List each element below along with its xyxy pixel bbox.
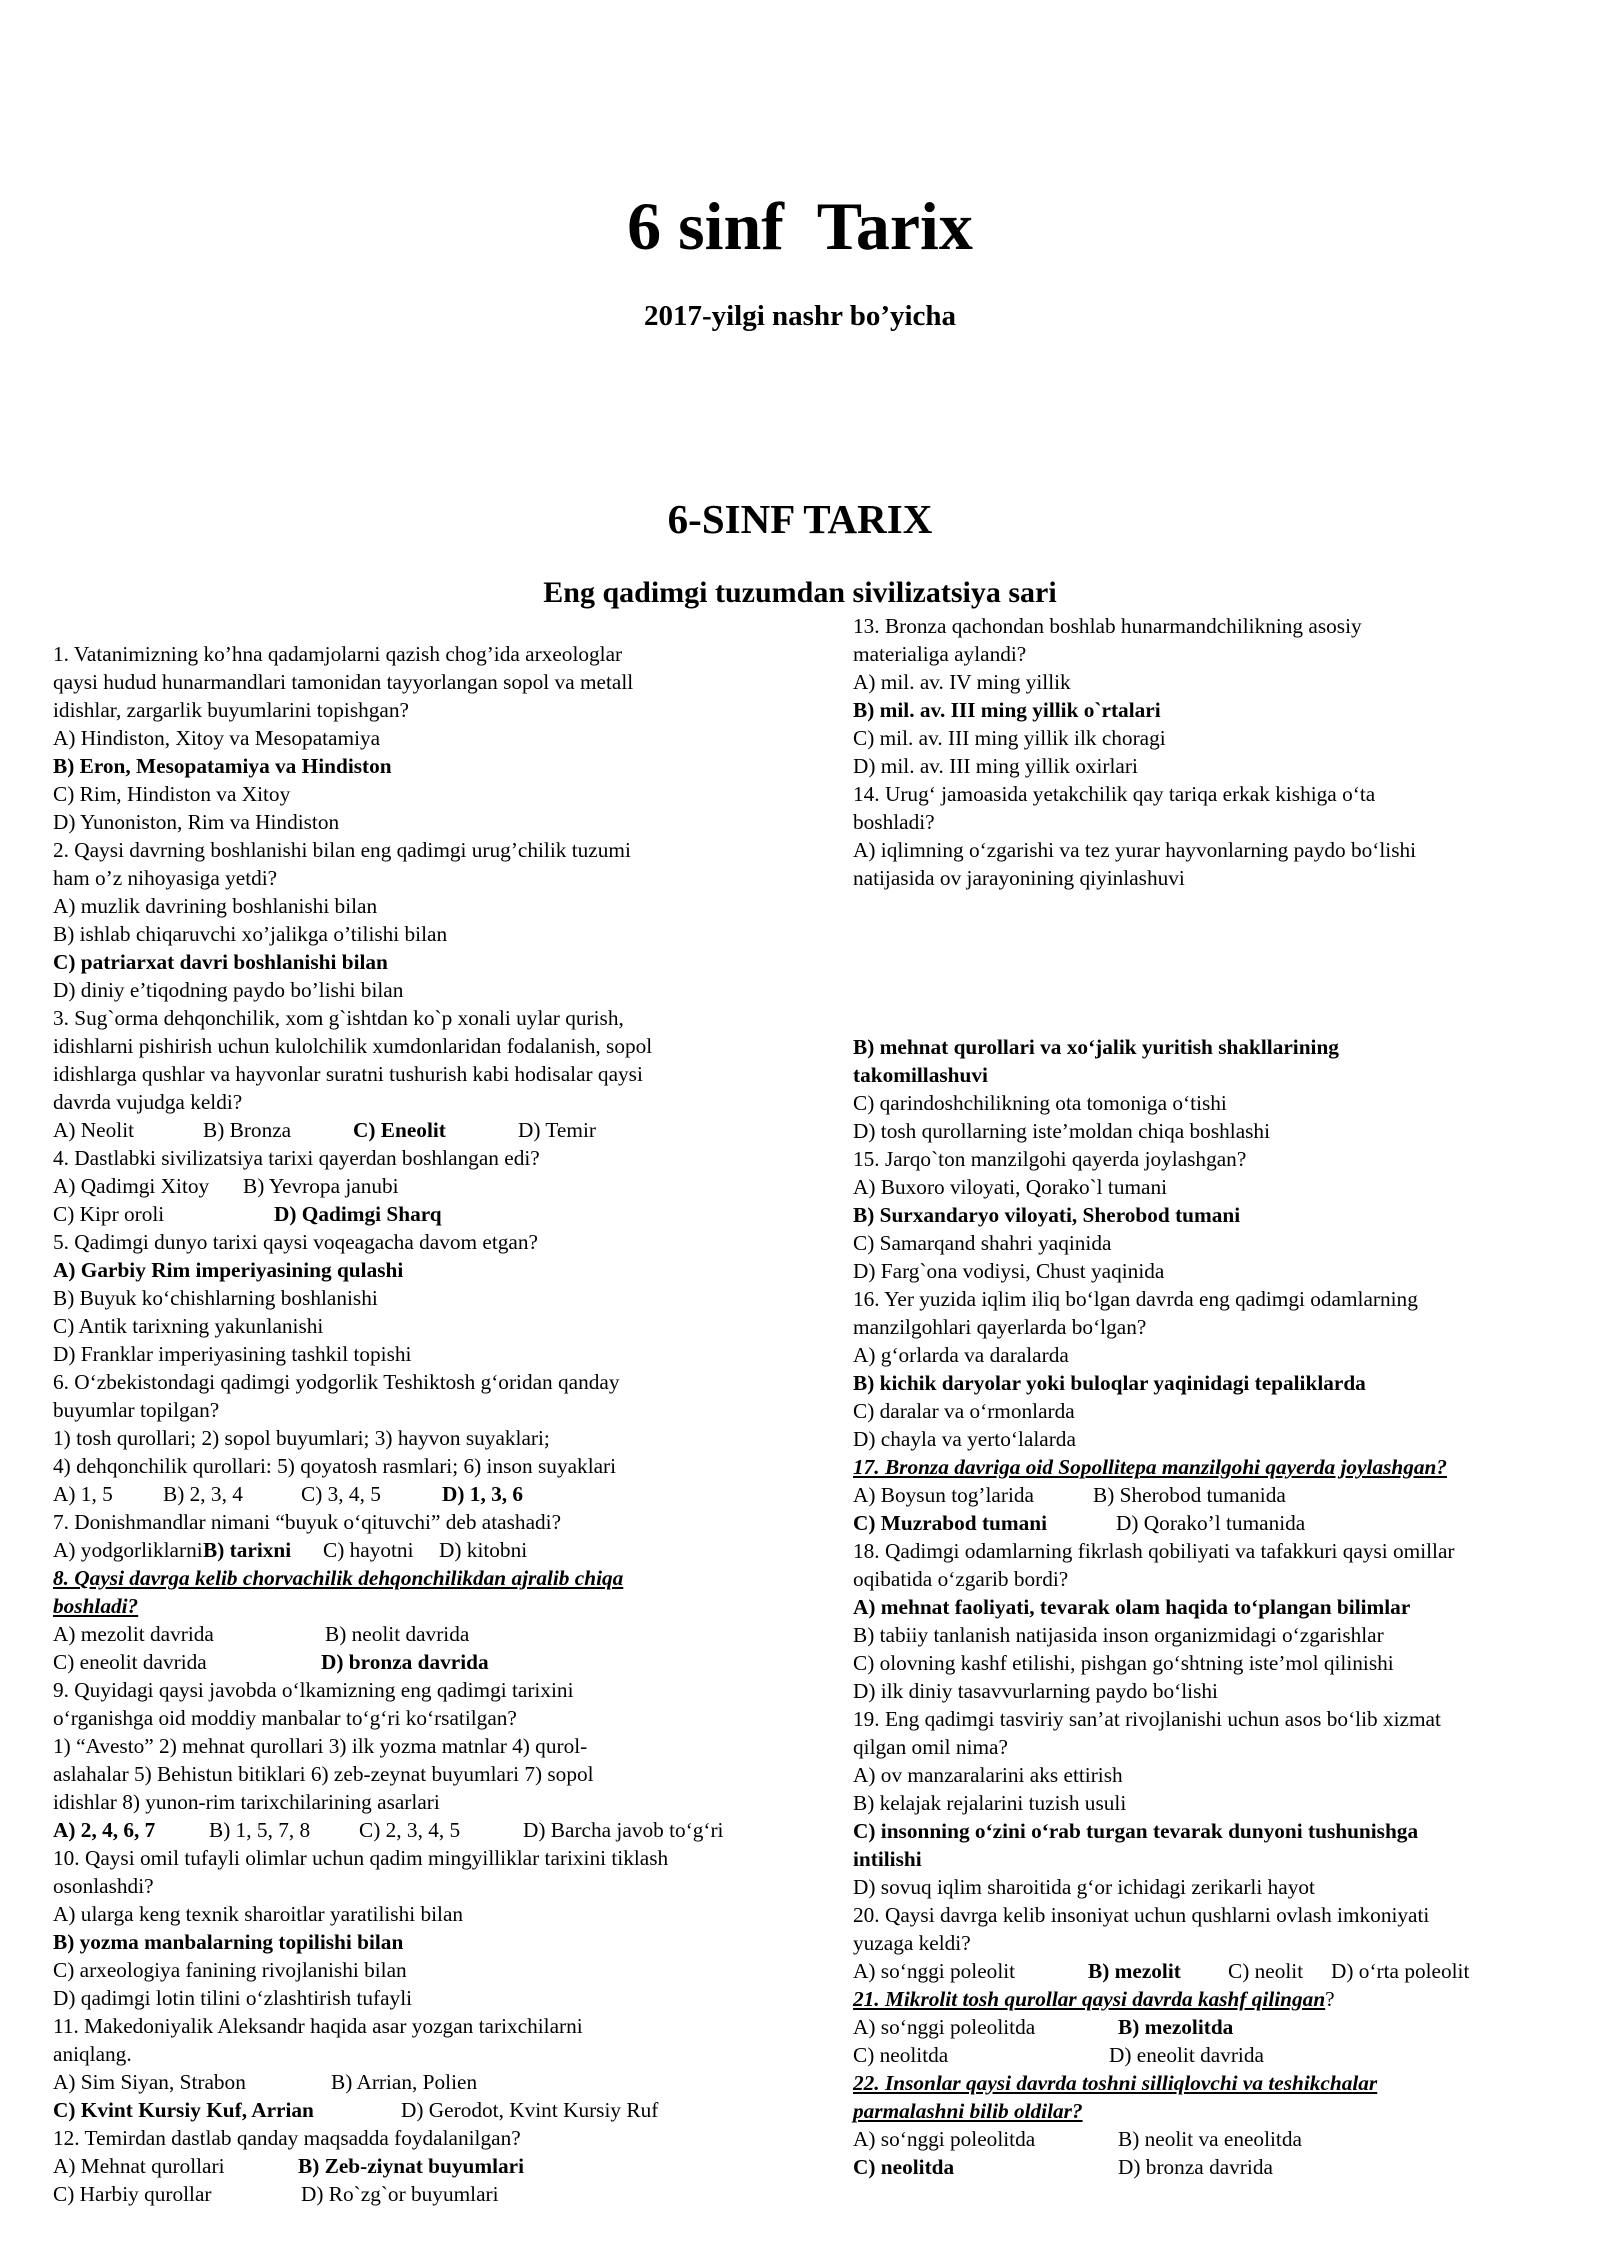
text-line: D) Franklar imperiyasining tashkil topishi	[53, 1342, 412, 1366]
text-line: A) Buxoro viloyati, Qorako`l tumani	[853, 1175, 1168, 1199]
text-line: 9. Quyidagi qaysi javobda o‘lkamizning eng qadimgi tarixini	[53, 1678, 574, 1702]
answer-option: C) neolitda	[853, 2043, 949, 2067]
text-line: D) diniy e’tiqodning paydo bo’lishi bilan	[53, 978, 404, 1002]
answer-option: D) eneolit davrida	[1109, 2043, 1264, 2067]
text-line	[53, 1536, 753, 1564]
text-line: A) Garbiy Rim imperiyasining qulashi	[53, 1258, 404, 1282]
left-column	[53, 640, 753, 2208]
answer-option: A) Qadimgi Xitoy	[53, 1174, 210, 1198]
text-line: 5. Qadimgi dunyo tarixi qaysi voqeagacha davom etgan?	[53, 1230, 538, 1254]
text-line: parmalashni bilib oldilar?	[853, 2099, 1083, 2123]
text-line: osonlashdi?	[53, 1874, 154, 1898]
text-line: A) ularga keng texnik sharoitlar yaratilishi bilan	[53, 1902, 464, 1926]
text-line	[53, 1172, 753, 1200]
answer-option: B) Yevropa janubi	[243, 1174, 399, 1198]
text-line	[53, 1200, 753, 1228]
text-line	[853, 2041, 1573, 2069]
answer-option: B) mezolitda	[1118, 2015, 1234, 2039]
text-line: C) Samarqand shahri yaqinida	[853, 1231, 1112, 1255]
answer-option: A) Neolit	[53, 1118, 135, 1142]
text-line: A) muzlik davrining boshlanishi bilan	[53, 894, 378, 918]
text-line: B) Eron, Mesopatamiya va Hindiston	[53, 754, 392, 778]
text-line: takomillashuvi	[853, 1063, 988, 1087]
text-line: C) qarindoshchilikning ota tomoniga o‘tishi	[853, 1091, 1227, 1115]
text-line: A) g‘orlarda va daralarda	[853, 1343, 1069, 1367]
text-line: D) sovuq iqlim sharoitida g‘or ichidagi zerikarli hayot	[853, 1875, 1315, 1899]
text-line: davrda vujudga keldi?	[53, 1090, 243, 1114]
answer-option: B) Arrian, Polien	[331, 2070, 478, 2094]
answer-option: A) 1, 5	[53, 1482, 113, 1506]
text-line: 4. Dastlabki sivilizatsiya tarixi qayerdan boshlangan edi?	[53, 1146, 540, 1170]
text-line: A) iqlimning o‘zgarishi va tez yurar hayvonlarning paydo bo‘lishi	[853, 838, 1417, 862]
text-line	[53, 1480, 753, 1508]
text-line: D) chayla va yerto‘lalarda	[853, 1427, 1076, 1451]
text-line: C) Antik tarixning yakunlanishi	[53, 1314, 324, 1338]
answer-option: A) 2, 4, 6, 7	[53, 1818, 156, 1842]
text-line: C) daralar va o‘rmonlarda	[853, 1399, 1075, 1423]
text-line	[853, 2153, 1573, 2181]
text-line	[853, 1985, 1573, 2013]
text-line: B) Surxandaryo viloyati, Sherobod tumani	[853, 1203, 1241, 1227]
text-line: B) mil. av. III ming yillik o`rtalari	[853, 698, 1161, 722]
text-line: D) tosh qurollarning iste’moldan chiqa boshlashi	[853, 1119, 1270, 1143]
text-line: buyumlar topilgan?	[53, 1398, 220, 1422]
text-line: ham o’z nihoyasiga yetdi?	[53, 866, 278, 890]
text-line: B) tabiiy tanlanish natijasida inson organizmidagi o‘zgarishlar	[853, 1623, 1384, 1647]
answer-option: C) Harbiy qurollar	[53, 2182, 212, 2206]
text-line: idishlar, zargarlik buyumlarini topishgan?	[53, 698, 409, 722]
text-line: C) insonning o‘zini o‘rab turgan tevarak dunyoni tushunishga	[853, 1819, 1419, 1843]
text-line: C) olovning kashf etilishi, pishgan go‘shtning iste’mol qilinishi	[853, 1651, 1394, 1675]
text-line	[53, 2068, 753, 2096]
text-line: o‘rganishga oid moddiy manbalar to‘g‘ri ko‘rsatilgan?	[53, 1706, 517, 1730]
text-line: 17. Bronza davriga oid Sopollitepa manzilgohi qayerda joylashgan?	[853, 1455, 1448, 1479]
answer-option: B) Bronza	[203, 1118, 292, 1142]
text-line: oqibatida o‘zgarib bordi?	[853, 1567, 1069, 1591]
text-line	[853, 2013, 1573, 2041]
answer-option: B) Zeb-ziynat buyumlari	[298, 2154, 524, 2178]
answer-option: B) neolit davrida	[325, 1622, 470, 1646]
answer-option: D) bronza davrida	[1118, 2155, 1273, 2179]
answer-option: C) eneolit davrida	[53, 1650, 207, 1674]
text-line: 7. Donishmandlar nimani “buyuk o‘qituvchi” deb atashadi?	[53, 1510, 562, 1534]
answer-option: B) Sherobod tumanida	[1093, 1483, 1286, 1507]
text-line: B) mehnat qurollari va xo‘jalik yuritish shakllarining	[853, 1035, 1339, 1059]
answer-option: C) 2, 3, 4, 5	[359, 1818, 461, 1842]
answer-option: D) kitobni	[439, 1538, 528, 1562]
text-line	[853, 1509, 1573, 1537]
text-line: D) mil. av. III ming yillik oxirlari	[853, 754, 1138, 778]
section-subtitle: Eng qadimgi tuzumdan sivilizatsiya sari	[543, 576, 1057, 609]
text-line: 11. Makedoniyalik Aleksandr haqida asar yozgan tarixchilarni	[53, 2014, 583, 2038]
answer-option: B) tarixni	[203, 1538, 292, 1562]
answer-option: C) neolitda	[853, 2155, 955, 2179]
answer-option: D) Ro`zg`or buyumlari	[301, 2182, 499, 2206]
answer-option: B) mezolit	[1088, 1959, 1181, 1983]
text-line: A) mil. av. IV ming yillik	[853, 670, 1071, 694]
text-line: 18. Qadimgi odamlarning fikrlash qobiliyati va tafakkuri qaysi omillar	[853, 1539, 1455, 1563]
text-line	[53, 1816, 753, 1844]
text-line: B) ishlab chiqaruvchi xo’jalikga o’tilishi bilan	[53, 922, 448, 946]
text-line: natijasida ov jarayonining qiyinlashuvi	[853, 866, 1185, 890]
text-line: B) kelajak rejalarini tuzish usuli	[853, 1791, 1127, 1815]
page-title: 6 sinf Tarix	[627, 188, 973, 264]
text-line: D) Yunoniston, Rim va Hindiston	[53, 810, 340, 834]
answer-option: B) 1, 5, 7, 8	[209, 1818, 311, 1842]
text-line: D) ilk diniy tasavvurlarning paydo bo‘lishi	[853, 1679, 1218, 1703]
page-subtitle: 2017-yilgi nashr bo’yicha	[643, 300, 957, 332]
text-line: 14. Urug‘ jamoasida yetakchilik qay tariqa erkak kishiga o‘ta	[853, 782, 1376, 806]
text-line: B) yozma manbalarning topilishi bilan	[53, 1930, 404, 1954]
answer-option: D) Barcha javob to‘g‘ri	[523, 1818, 724, 1842]
answer-option: A) yodgorliklarni	[53, 1538, 203, 1562]
answer-option: D) Qorako’l tumanida	[1116, 1511, 1306, 1535]
text-line: aniqlang.	[53, 2042, 132, 2066]
answer-option: D) Qadimgi Sharq	[274, 1202, 442, 1226]
answer-option: D) Temir	[518, 1118, 596, 1142]
text-line	[53, 2096, 753, 2124]
answer-option: C) Kipr oroli	[53, 1202, 165, 1226]
text-line: yuzaga keldi?	[853, 1931, 971, 1955]
text-line: 13. Bronza qachondan boshlab hunarmandchilikning asosiy	[853, 614, 1362, 638]
answer-option: C) Eneolit	[353, 1118, 446, 1142]
right-column-top	[853, 612, 1573, 892]
answer-option: C) hayotni	[323, 1538, 414, 1562]
text-line: aslahalar 5) Behistun bitiklari 6) zeb-zeynat buyumlari 7) sopol	[53, 1762, 594, 1786]
text-line: 19. Eng qadimgi tasviriy san’at rivojlanishi uchun asos bo‘lib xizmat	[853, 1707, 1441, 1731]
text-line: 1. Vatanimizning ko’hna qadamjolarni qazish chog’ida arxeologlar	[53, 642, 623, 666]
answer-option: B) neolit va eneolitda	[1118, 2127, 1302, 2151]
answer-option: A) Mehnat qurollari	[53, 2154, 225, 2178]
text-line: D) qadimgi lotin tilini o‘zlashtirish tufayli	[53, 1986, 413, 2010]
text-line: 22. Insonlar qaysi davrda toshni silliqlovchi va teshikchalar	[853, 2071, 1378, 2095]
answer-option: ?	[1325, 1987, 1335, 2011]
text-line: idishlarni pishirish uchun kulolchilik xumdonlaridan fodalanish, sopol	[53, 1034, 653, 1058]
answer-option: C) neolit	[1228, 1959, 1304, 1983]
answer-option: D) o‘rta poleolit	[1331, 1959, 1470, 1983]
answer-option: A) Boysun tog’larida	[853, 1483, 1034, 1507]
text-line: 15. Jarqo`ton manzilgohi qayerda joylashgan?	[853, 1147, 1247, 1171]
text-line: C) mil. av. III ming yillik ilk choragi	[853, 726, 1166, 750]
text-line: 20. Qaysi davrga kelib insoniyat uchun qushlarni ovlash imkoniyati	[853, 1903, 1430, 1927]
text-line: qaysi hudud hunarmandlari tamonidan tayyorlangan sopol va metall	[53, 670, 634, 694]
text-line: 12. Temirdan dastlab qanday maqsadda foydalanilgan?	[53, 2126, 521, 2150]
text-line: materialiga aylandi?	[853, 642, 1027, 666]
right-column-bottom	[853, 1033, 1573, 2181]
answer-option: D) bronza davrida	[321, 1650, 489, 1674]
text-line: 16. Yer yuzida iqlim iliq bo‘lgan davrda eng qadimgi odamlarning	[853, 1287, 1418, 1311]
answer-option: B) 2, 3, 4	[163, 1482, 243, 1506]
answer-option: A) mezolit davrida	[53, 1622, 214, 1646]
text-line	[53, 2180, 753, 2208]
section-title: 6-SINF TARIX	[667, 496, 933, 542]
answer-option: C) Muzrabod tumani	[853, 1511, 1048, 1535]
text-line: idishlar 8) yunon-rim tarixchilarining asarlari	[53, 1790, 440, 1814]
text-line	[53, 1648, 753, 1676]
answer-option: A) so‘nggi poleolitda	[853, 2015, 1036, 2039]
answer-option: A) so‘nggi poleolit	[853, 1959, 1016, 1983]
text-line: A) mehnat faoliyati, tevarak olam haqida to‘plangan bilimlar	[853, 1595, 1411, 1619]
answer-option: A) Sim Siyan, Strabon	[53, 2070, 246, 2094]
text-line	[53, 2152, 753, 2180]
answer-option: C) Kvint Kursiy Kuf, Arrian	[53, 2098, 314, 2122]
text-line	[853, 2125, 1573, 2153]
answer-option: A) so‘nggi poleolitda	[853, 2127, 1036, 2151]
text-line: C) arxeologiya fanining rivojlanishi bilan	[53, 1958, 407, 1982]
text-line: intilishi	[853, 1847, 922, 1871]
text-line: A) Hindiston, Xitoy va Mesopatamiya	[53, 726, 381, 750]
text-line: 8. Qaysi davrga kelib chorvachilik dehqonchilikdan ajralib chiqa	[53, 1566, 624, 1590]
text-line: qilgan omil nima?	[853, 1735, 1008, 1759]
text-line: 4) dehqonchilik qurollari: 5) qoyatosh rasmlari; 6) inson suyaklari	[53, 1454, 617, 1478]
text-line: C) patriarxat davri boshlanishi bilan	[53, 950, 388, 974]
text-line	[53, 1116, 753, 1144]
text-line: idishlarga qushlar va hayvonlar suratni tushurish kabi hodisalar qaysi	[53, 1062, 643, 1086]
text-line	[53, 1620, 753, 1648]
text-line: 1) tosh qurollari; 2) sopol buyumlari; 3) hayvon suyaklari;	[53, 1426, 550, 1450]
answer-option: 21. Mikrolit tosh qurollar qaysi davrda kashf qilingan	[853, 1987, 1326, 2011]
text-line: 1) “Avesto” 2) mehnat qurollari 3) ilk yozma matnlar 4) qurol-	[53, 1734, 588, 1758]
text-line: C) Rim, Hindiston va Xitoy	[53, 782, 291, 806]
text-line: boshladi?	[853, 810, 935, 834]
text-line: 6. O‘zbekistondagi qadimgi yodgorlik Teshiktosh g‘oridan qanday	[53, 1370, 620, 1394]
text-line: A) ov manzaralarini aks ettirish	[853, 1763, 1123, 1787]
text-line: manzilgohlari qayerlarda bo‘lgan?	[853, 1315, 1147, 1339]
text-line: 2. Qaysi davrning boshlanishi bilan eng qadimgi urug’chilik tuzumi	[53, 838, 631, 862]
text-line: 3. Sug`orma dehqonchilik, xom g`ishtdan ko`p xonali uylar qurish,	[53, 1006, 624, 1030]
text-line: 10. Qaysi omil tufayli olimlar uchun qadim mingyilliklar tarixini tiklash	[53, 1846, 669, 1870]
answer-option: D) 1, 3, 6	[442, 1482, 524, 1506]
answer-option: D) Gerodot, Kvint Kursiy Ruf	[401, 2098, 659, 2122]
text-line: D) Farg`ona vodiysi, Chust yaqinida	[853, 1259, 1165, 1283]
answer-option: C) 3, 4, 5	[301, 1482, 381, 1506]
text-line	[853, 1957, 1573, 1985]
text-line: B) kichik daryolar yoki buloqlar yaqinidagi tepaliklarda	[853, 1371, 1366, 1395]
text-line	[853, 1481, 1573, 1509]
text-line: B) Buyuk ko‘chishlarning boshlanishi	[53, 1286, 378, 1310]
text-line: boshladi?	[53, 1594, 139, 1618]
